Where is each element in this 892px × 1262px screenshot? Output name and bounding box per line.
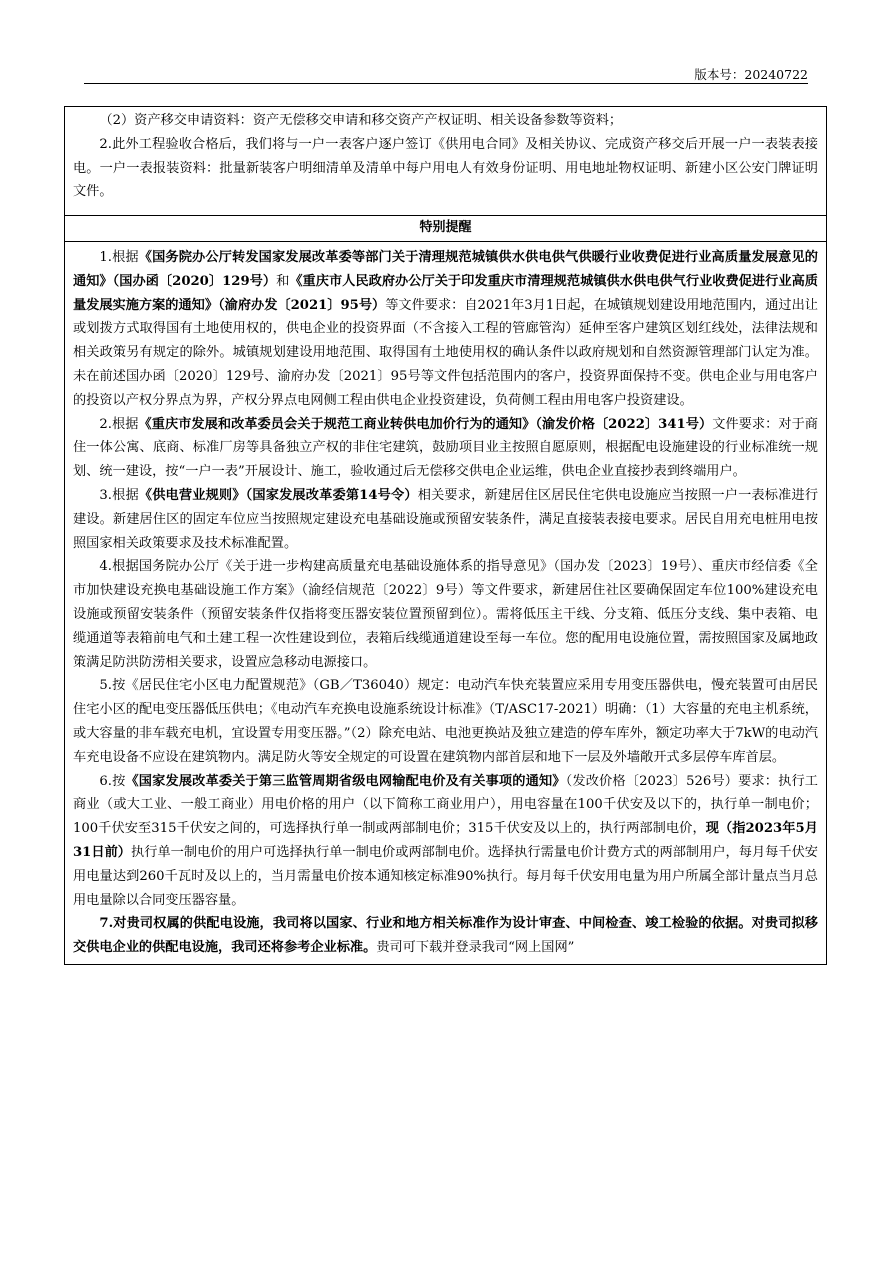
reminder-item-5: 5.按《居民住宅小区电力配置规范》（GB／T36040）规定：电动汽车快充装置应采用专用变压器供电，慢充装置可由居民住宅小区的配电变压器低压供电；《电动汽车充换电设施系统设计标准》（T/ASC17-2021）明确：（1）大容量的充电主机系统，或大容量的非车载充电机，宜设置专用变压器。”（2）除充电站、电池更换站及独立建造的停车库外，额定功率大于7kW的电动汽车充电设备不应设在建筑物内。满足防火等安全规定的可设置在建筑物内部首层和地下一层及外墙敞开式多层停车库首层。: [73, 678, 818, 765]
section-title: 特别提醒: [65, 215, 826, 242]
header-divider: [84, 83, 808, 84]
reminder-item-1: 1.根据《国务院办公厅转发国家发展改革委等部门关于清理规范城镇供水供电供气供暖行业收费促进行业高质量发展意见的通知》（国办函〔2020〕129号）和《重庆市人民政府办公厅关于印发重庆市清理规范城镇供水供电供气行业收费促进行业高质量发展实施方案的通知》（渝府办发〔2021〕95号）等文件要求：自2021年3月1日起，在城镇规划建设用地范围内，通过出让或划拨方式取得国有土地使用权的，供电企业的投资界面（不含接入工程的管廊管沟）延伸至客户建筑区划红线处，法律法规和相关政策另有规定的除外。城镇规划建设用地范围、取得国有土地使用权的确认条件以政府规划和自然资源管理部门认定为准。未在前述国办函〔2020〕129号、渝府办发〔2021〕95号等文件包括范围内的客户，投资界面保持不变。供电企业与用电客户的投资以产权分界点为界，产权分界点电网侧工程由供电企业投资建设，负荷侧工程由用电客户投资建设。: [73, 250, 818, 408]
top-section: [65, 107, 826, 215]
reminder-item-3: 3.根据《供电营业规则》（国家发展改革委第14号令）相关要求，新建居住区居民住宅供电设施应当按照一户一表标准进行建设。新建居住区的固定车位应当按照规定建设充电基础设施或预留安装条件，满足直接装表接电要求。居民自用充电桩用电按照国家相关政策要求及技术标准配置。: [73, 487, 819, 551]
reminder-item-6: 6.按《国家发展改革委关于第三监管周期省级电网输配电价及有关事项的通知》（发改价格〔2023〕526号）要求：执行工商业（或大工业、一般工商业）用电价格的用户（以下简称工商业用户），用电容量在100千伏安及以下的，执行单一制电价；100千伏安至315千伏安之间的，可选择执行单一制或两部制电价；315千伏安及以上的，执行两部制电价，现（指2023年5月31日前）执行单一制电价的用户可选择执行单一制电价或两部制电价。选择执行需量电价计费方式的两部制用户，每月每千伏安用电量达到260千瓦时及以上的，当月需量电价按本通知核定标准90%执行。每月每千伏安用电量为用户所属全部计量点当月总用电量除以合同变压器容量。: [73, 773, 818, 908]
reminder-item-4: 4.根据国务院办公厅《关于进一步构建高质量充电基础设施体系的指导意见》（国办发〔2023〕19号）、重庆市经信委《全市加快建设充换电基础设施工作方案》（渝经信规范〔2022〕9号）等文件要求，新建居住社区要确保固定车位100%建设充电设施或预留安装条件（预留安装条件仅指将变压器安装位置预留到位）。需将低压主干线、分支箱、低压分支线、集中表箱、电缆通道等表箱前电气和土建工程一次性建设到位，表箱后线缆通道建设至每一车位。您的配用电设施位置，需按照国家及属地政策满足防洪防涝相关要求，设置应急移动电源接口。: [73, 559, 818, 670]
reminder-section: [65, 242, 826, 964]
reminder-item-2: 2.根据《重庆市发展和改革委员会关于规范工商业转供电加价行为的通知》（渝发价格〔2022〕341号）文件要求：对于商住一体公寓、底商、标准厂房等具备独立产权的非住宅建筑，鼓励项目业主按照自愿原则，根据配电设施建设的行业标准统一规划、统一建设，按“一户一表”开展设计、施工，验收通过后无偿移交供电企业运维，供电企业直接抄表到终端用户。: [73, 416, 818, 480]
version-number: 版本号：20240722: [694, 67, 808, 82]
reminder-item-7: 7.对贵司权属的供配电设施，我司将以国家、行业和地方相关标准作为设计审查、中间检查、竣工检验的依据。对贵司拟移交供电企业的供配电设施，我司还将参考企业标准。贵司可下载并登录我司“网上国网”: [73, 916, 818, 956]
paragraph-asset-transfer: （2）资产移交申请资料：资产无偿移交申请和移交资产产权证明、相关设备参数等资料；: [99, 113, 623, 128]
document-table: [64, 106, 827, 965]
paragraph-acceptance: 2.此外工程验收合格后，我们将与一户一表客户逐户签订《供用电合同》及相关协议、完成资产移交后开展一户一表装表接电。一户一表报装资料：批量新装客户明细清单及清单中每户用电人有效身份证明、用电地址物权证明、新建小区公安门牌证明文件。: [73, 136, 818, 200]
